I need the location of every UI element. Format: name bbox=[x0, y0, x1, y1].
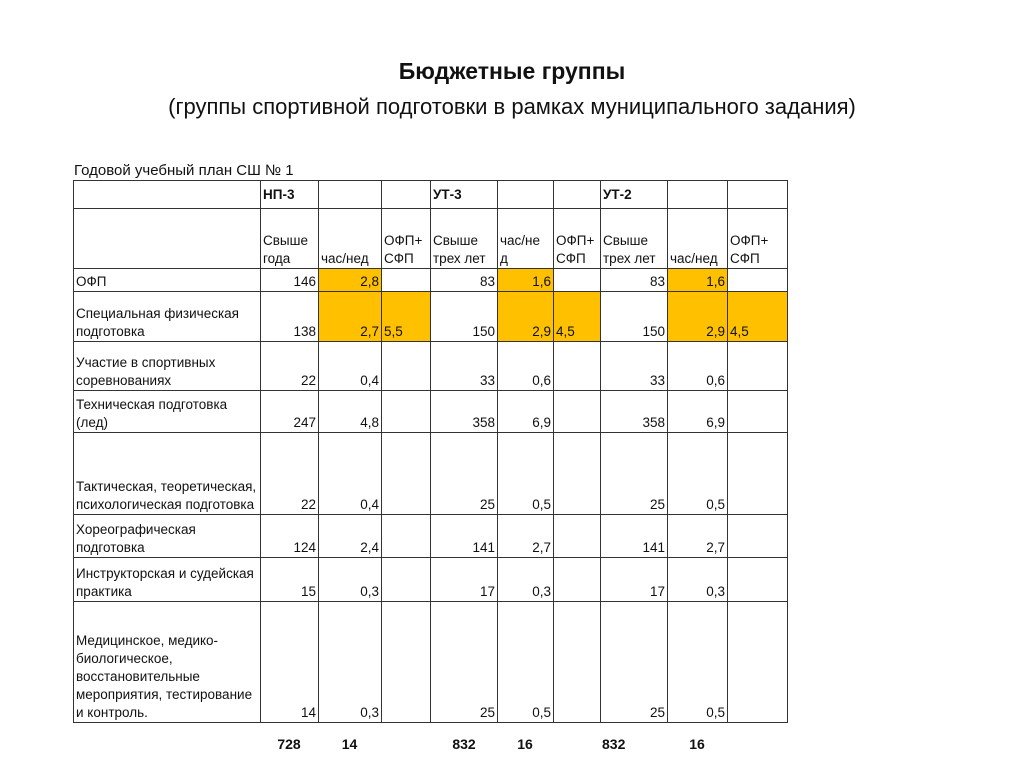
empty-cell bbox=[668, 181, 728, 209]
row-label: Тактическая, теоретическая, психологическая подготовка bbox=[74, 433, 261, 515]
total-value: 14 bbox=[341, 736, 358, 752]
value-cell: 5,5 bbox=[382, 292, 431, 342]
column-header: час/не д bbox=[498, 209, 554, 269]
value-cell: 2,7 bbox=[498, 515, 554, 558]
value-cell: 0,5 bbox=[668, 602, 728, 723]
value-cell: 4,5 bbox=[554, 292, 601, 342]
value-cell: 247 bbox=[261, 391, 319, 433]
value-cell: 33 bbox=[431, 342, 498, 391]
value-cell: 1,6 bbox=[498, 269, 554, 292]
value-cell bbox=[728, 558, 788, 602]
group-header: УТ-3 bbox=[431, 181, 498, 209]
value-cell: 124 bbox=[261, 515, 319, 558]
value-cell: 17 bbox=[601, 558, 668, 602]
column-header: Свыше трех лет bbox=[431, 209, 498, 269]
value-cell: 138 bbox=[261, 292, 319, 342]
value-cell: 6,9 bbox=[498, 391, 554, 433]
table-row bbox=[74, 515, 788, 558]
table-row bbox=[74, 433, 788, 515]
page-subtitle: (группы спортивной подготовки в рамках муниципального задания) bbox=[168, 94, 856, 119]
page-title: Бюджетные группы bbox=[398, 58, 626, 84]
value-cell: 358 bbox=[601, 391, 668, 433]
value-cell: 0,5 bbox=[498, 433, 554, 515]
row-label: Техническая подготовка (лед) bbox=[74, 391, 261, 433]
value-cell: 17 bbox=[431, 558, 498, 602]
column-header: ОФП+ СФП bbox=[382, 209, 431, 269]
value-cell: 0,6 bbox=[498, 342, 554, 391]
value-cell: 2,8 bbox=[319, 269, 382, 292]
value-cell: 1,6 bbox=[668, 269, 728, 292]
value-cell: 141 bbox=[601, 515, 668, 558]
empty-cell bbox=[728, 181, 788, 209]
value-cell: 25 bbox=[601, 602, 668, 723]
value-cell: 0,3 bbox=[668, 558, 728, 602]
empty-cell bbox=[319, 181, 382, 209]
total-value: 832 bbox=[602, 736, 626, 752]
value-cell bbox=[728, 433, 788, 515]
table-row bbox=[74, 342, 788, 391]
value-cell: 83 bbox=[601, 269, 668, 292]
value-cell: 15 bbox=[261, 558, 319, 602]
value-cell bbox=[382, 515, 431, 558]
value-cell: 2,7 bbox=[319, 292, 382, 342]
value-cell: 6,9 bbox=[668, 391, 728, 433]
empty-cell bbox=[382, 181, 431, 209]
column-header: час/нед bbox=[668, 209, 728, 269]
value-cell: 22 bbox=[261, 342, 319, 391]
value-cell: 150 bbox=[431, 292, 498, 342]
column-header: Свыше трех лет bbox=[601, 209, 668, 269]
value-cell: 2,4 bbox=[319, 515, 382, 558]
row-label: Медицинское, медико-биологическое, восстановительные мероприятия, тестирование и контроль. bbox=[74, 602, 261, 723]
group-header: УТ-2 bbox=[601, 181, 668, 209]
column-header: ОФП+ СФП bbox=[554, 209, 601, 269]
value-cell bbox=[728, 602, 788, 723]
value-cell: 33 bbox=[601, 342, 668, 391]
value-cell: 0,4 bbox=[319, 433, 382, 515]
value-cell: 141 bbox=[431, 515, 498, 558]
row-label: Специальная физическая подготовка bbox=[74, 292, 261, 342]
value-cell: 2,9 bbox=[668, 292, 728, 342]
curriculum-table bbox=[73, 180, 788, 723]
value-cell bbox=[728, 342, 788, 391]
table-caption: Годовой учебный план СШ № 1 bbox=[74, 162, 294, 179]
group-header-row bbox=[74, 181, 788, 209]
total-value: 16 bbox=[517, 736, 533, 752]
value-cell: 2,7 bbox=[668, 515, 728, 558]
value-cell bbox=[728, 391, 788, 433]
value-cell: 150 bbox=[601, 292, 668, 342]
value-cell: 22 bbox=[261, 433, 319, 515]
value-cell bbox=[554, 391, 601, 433]
table-row bbox=[74, 391, 788, 433]
value-cell: 0,3 bbox=[498, 558, 554, 602]
value-cell: 2,9 bbox=[498, 292, 554, 342]
value-cell: 0,3 bbox=[319, 602, 382, 723]
value-cell: 0,5 bbox=[498, 602, 554, 723]
value-cell bbox=[382, 391, 431, 433]
value-cell: 4,5 bbox=[728, 292, 788, 342]
value-cell bbox=[554, 602, 601, 723]
subheader-row bbox=[74, 209, 788, 269]
value-cell: 358 bbox=[431, 391, 498, 433]
table-row bbox=[74, 292, 788, 342]
value-cell: 4,8 bbox=[319, 391, 382, 433]
value-cell bbox=[382, 602, 431, 723]
value-cell bbox=[728, 269, 788, 292]
value-cell bbox=[554, 269, 601, 292]
value-cell: 25 bbox=[431, 602, 498, 723]
value-cell bbox=[728, 515, 788, 558]
value-cell bbox=[382, 269, 431, 292]
table-row bbox=[74, 602, 788, 723]
value-cell: 0,5 bbox=[668, 433, 728, 515]
group-header: НП-3 bbox=[261, 181, 319, 209]
total-value: 728 bbox=[277, 736, 301, 752]
empty-cell bbox=[554, 181, 601, 209]
value-cell: 0,4 bbox=[319, 342, 382, 391]
row-label: Участие в спортивных соревнованиях bbox=[74, 342, 261, 391]
empty-cell bbox=[74, 181, 261, 209]
column-header: Свыше года bbox=[261, 209, 319, 269]
value-cell bbox=[554, 433, 601, 515]
value-cell: 14 bbox=[261, 602, 319, 723]
value-cell bbox=[382, 342, 431, 391]
column-header: час/нед bbox=[319, 209, 382, 269]
value-cell: 146 bbox=[261, 269, 319, 292]
value-cell bbox=[382, 433, 431, 515]
value-cell: 83 bbox=[431, 269, 498, 292]
table-row bbox=[74, 269, 788, 292]
value-cell bbox=[554, 558, 601, 602]
column-header: ОФП+ СФП bbox=[728, 209, 788, 269]
row-label: Хореографическая подготовка bbox=[74, 515, 261, 558]
total-value: 16 bbox=[689, 736, 705, 752]
table-row bbox=[74, 558, 788, 602]
value-cell: 25 bbox=[431, 433, 498, 515]
row-label: Инструкторская и судейская практика bbox=[74, 558, 261, 602]
empty-cell bbox=[498, 181, 554, 209]
value-cell bbox=[554, 342, 601, 391]
value-cell: 25 bbox=[601, 433, 668, 515]
value-cell bbox=[382, 558, 431, 602]
total-value: 832 bbox=[452, 736, 476, 752]
empty-cell bbox=[74, 209, 261, 269]
value-cell bbox=[554, 515, 601, 558]
value-cell: 0,3 bbox=[319, 558, 382, 602]
value-cell: 0,6 bbox=[668, 342, 728, 391]
row-label: ОФП bbox=[74, 269, 261, 292]
